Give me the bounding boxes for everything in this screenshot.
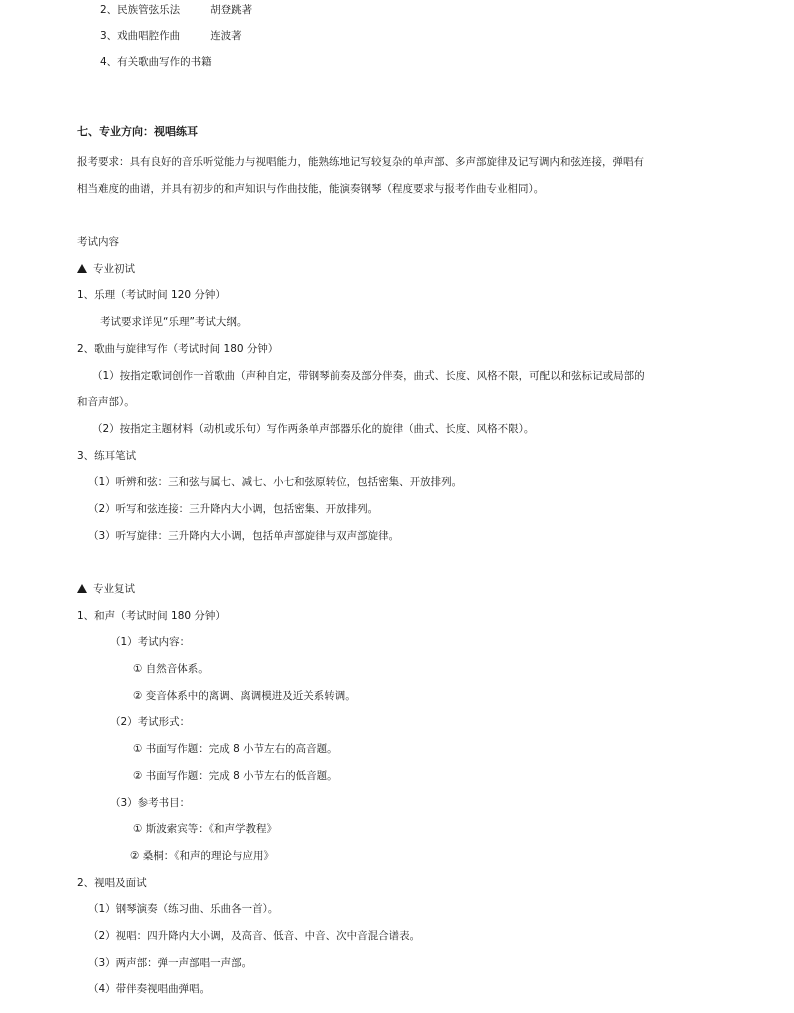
section-title: 七、专业方向：视唱练耳 (77, 125, 198, 138)
requirement-line-2: 相当难度的曲谱，并具有初步的和声知识与作曲技能，能演奏钢琴（程度要求与报考作曲专业相同）。 (77, 183, 545, 195)
prelim-item-3-sub-1: （1）听辨和弦：三和弦与属七、减七、小七和弦原转位，包括密集、开放排列。 (88, 476, 463, 488)
retest-item-2-sub-4: （4）带伴奏视唱曲弹唱。 (88, 983, 211, 995)
retest-item-1: 1、和声（考试时间 180 分钟） (77, 610, 226, 622)
book-list-item-3 (100, 29, 242, 43)
book-list-item-4: 4、有关歌曲写作的书籍 (100, 56, 212, 68)
retest-heading (77, 582, 135, 596)
retest-form-2: ② 书面写作题：完成 8 小节左右的低音题。 (133, 770, 338, 782)
prelim-item-1-detail: 考试要求详见“乐理”考试大纲。 (100, 316, 248, 328)
prelim-item-1: 1、乐理（考试时间 120 分钟） (77, 289, 226, 301)
retest-item-2: 2、视唱及面试 (77, 877, 147, 889)
prelim-heading-label: 专业初试 (93, 263, 135, 275)
triangle-bullet-icon (77, 264, 87, 273)
book-author: 胡登跳著 (210, 4, 253, 16)
retest-content-label: （1）考试内容： (110, 636, 191, 648)
book-title: 3、戏曲唱腔作曲 (100, 30, 181, 42)
prelim-item-3: 3、练耳笔试 (77, 450, 137, 462)
book-list-item-2 (100, 3, 252, 17)
prelim-item-3-sub-3: （3）听写旋律：三升降内大小调，包括单声部旋律与双声部旋律。 (88, 530, 400, 542)
requirement-line-1: 报考要求：具有良好的音乐听觉能力与视唱能力，能熟练地记写较复杂的单声部、多声部旋律及记写调内和弦连接，弹唱有 (77, 156, 644, 168)
exam-heading: 考试内容 (77, 236, 119, 248)
triangle-bullet-icon (77, 584, 87, 593)
retest-form-1: ① 书面写作题：完成 8 小节左右的高音题。 (133, 743, 338, 755)
prelim-heading (77, 262, 135, 276)
prelim-item-2-sub-2: （2）按指定主题材料（动机或乐句）写作两条单声部器乐化的旋律（曲式、长度、风格不限）。 (92, 423, 535, 435)
prelim-item-3-sub-2: （2）听写和弦连接：三升降内大小调，包括密集、开放排列。 (88, 503, 379, 515)
retest-item-2-sub-1: （1）钢琴演奏（练习曲、乐曲各一首）。 (88, 903, 279, 915)
prelim-item-2-sub-1-line-1: （1）按指定歌词创作一首歌曲（声种自定，带钢琴前奏及部分伴奏，曲式、长度、风格不限，可配以和弦标记或局部的 (92, 370, 645, 382)
prelim-item-2-sub-1-line-2: 和音声部）。 (77, 396, 135, 408)
book-author: 连波著 (210, 30, 242, 42)
book-title: 2、民族管弦乐法 (100, 4, 181, 16)
retest-item-2-sub-2: （2）视唱：四升降内大小调，及高音、低音、中音、次中音混合谱表。 (88, 930, 421, 942)
retest-books-label: （3）参考书目： (110, 797, 191, 809)
retest-book-2: ② 桑桐：《和声的理论与应用》 (130, 850, 275, 862)
retest-content-2: ② 变音体系中的离调、离调模进及近关系转调。 (133, 690, 356, 702)
prelim-item-2: 2、歌曲与旋律写作（考试时间 180 分钟） (77, 343, 279, 355)
retest-content-1: ① 自然音体系。 (133, 663, 209, 675)
retest-form-label: （2）考试形式： (110, 716, 191, 728)
retest-book-1: ① 斯波索宾等：《和声学教程》 (133, 823, 278, 835)
retest-item-2-sub-3: （3）两声部：弹一声部唱一声部。 (88, 957, 253, 969)
retest-heading-label: 专业复试 (93, 583, 135, 595)
